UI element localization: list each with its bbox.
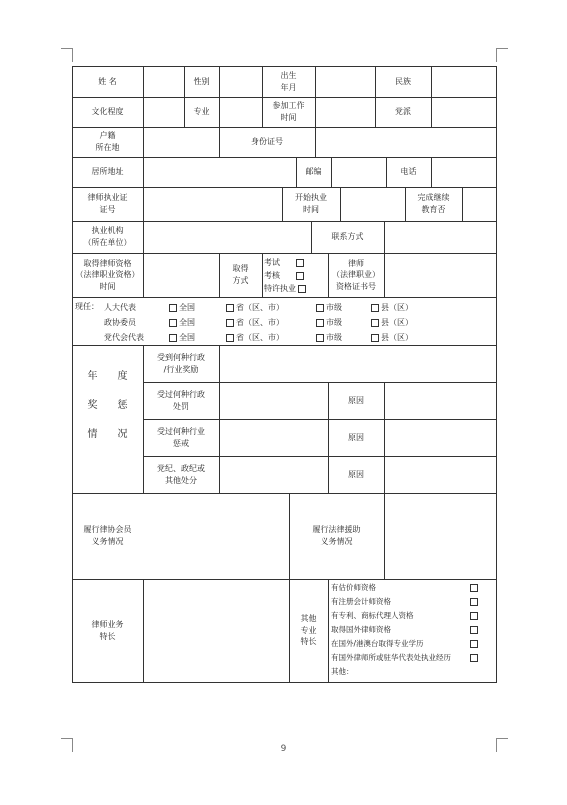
gender-field[interactable] <box>219 66 262 97</box>
postcode-label: 邮编 <box>305 167 322 177</box>
checkbox[interactable] <box>470 598 478 606</box>
annual-title <box>72 362 143 449</box>
page-number: 9 <box>280 744 287 754</box>
phone-label: 电话 <box>400 167 417 177</box>
postcode-field[interactable] <box>331 157 386 187</box>
name-label: 姓 名 <box>98 76 117 86</box>
org-field[interactable] <box>143 221 311 253</box>
license-label: 律师执业证 证号 <box>87 193 128 214</box>
major-label: 专业 <box>193 107 210 117</box>
discipline-reason-field[interactable] <box>384 456 496 493</box>
post-option[interactable] <box>371 317 413 328</box>
post-option-label: 县（区） <box>381 318 413 327</box>
annual-title-char: 况 <box>117 429 128 440</box>
post-name: 党代会代表 <box>104 333 144 342</box>
practice-start-label: 开始执业 时间 <box>295 193 327 214</box>
checkbox[interactable] <box>298 285 306 293</box>
penalty-reason-field[interactable] <box>384 382 496 419</box>
post-name: 人大代表 <box>104 303 136 312</box>
post-option[interactable] <box>316 317 342 328</box>
specialty-item-label: 有注册会计师资格 <box>331 597 391 606</box>
checkbox[interactable] <box>470 626 478 634</box>
phone-field[interactable] <box>431 157 496 187</box>
license-field[interactable] <box>143 187 282 221</box>
posts-label: 现任： <box>75 302 99 311</box>
post-option-label: 省（区、市） <box>236 318 284 327</box>
training-field[interactable] <box>462 187 496 221</box>
checkbox[interactable] <box>316 304 324 312</box>
hukou-label: 户籍 所在地 <box>95 131 120 152</box>
checkbox[interactable] <box>316 319 324 327</box>
birth-field[interactable] <box>315 66 375 97</box>
post-option[interactable] <box>316 302 342 313</box>
post-option-label: 省（区、市） <box>236 333 284 342</box>
awards-field[interactable] <box>219 345 496 382</box>
post-option[interactable] <box>169 317 195 328</box>
post-option-label: 市级 <box>326 318 342 327</box>
checkbox[interactable] <box>470 640 478 648</box>
corner-mark-br <box>496 738 508 739</box>
checkbox[interactable] <box>169 319 177 327</box>
annual-title-char: 度 <box>117 371 128 382</box>
address-field[interactable] <box>143 157 296 187</box>
penalty-field[interactable] <box>219 382 328 419</box>
post-option[interactable] <box>316 332 342 343</box>
post-option-label: 全国 <box>179 303 195 312</box>
checkbox[interactable] <box>226 334 234 342</box>
penalty-reason-label: 原因 <box>348 395 364 405</box>
post-option[interactable] <box>169 302 195 313</box>
education-field[interactable] <box>143 97 184 127</box>
method-special-option[interactable]: 特许执业 <box>264 282 328 295</box>
sanction-reason-label: 原因 <box>348 432 364 442</box>
id-field[interactable] <box>315 127 496 157</box>
practice-start-field[interactable] <box>340 187 405 221</box>
post-option[interactable] <box>226 332 284 343</box>
corner-mark-tl <box>72 48 73 62</box>
contact-field[interactable] <box>384 221 496 253</box>
assoc-duty-label: 履行律协会员 义务情况 <box>83 525 132 546</box>
annual-title-line <box>72 362 143 391</box>
sanction-label: 受过何种行业 惩戒 <box>157 426 205 448</box>
qual-time-field[interactable] <box>143 253 219 297</box>
specialty-item[interactable] <box>331 651 481 665</box>
specialty-item[interactable] <box>331 581 481 595</box>
assoc-duty-field[interactable] <box>143 493 289 579</box>
birth-label: 出生 年月 <box>280 70 297 92</box>
specialty-item-label: 在国外/港澳台取得专业学历 <box>331 639 424 648</box>
other-specialty-label: 其他 专业 特长 <box>300 614 317 647</box>
annual-title-char: 情 <box>87 429 98 440</box>
aid-duty-field[interactable] <box>384 493 496 579</box>
post-option-label: 全国 <box>179 333 195 342</box>
annual-title-char: 奖 <box>87 400 98 411</box>
org-label: 执业机构 （所在单位） <box>83 226 132 247</box>
work-start-field[interactable] <box>315 97 375 127</box>
checkbox[interactable] <box>470 654 478 662</box>
cert-field[interactable] <box>384 253 496 297</box>
sanction-reason-field[interactable] <box>384 419 496 456</box>
method-label: 取得 方式 <box>232 264 249 285</box>
party-label: 党派 <box>395 107 411 117</box>
post-option[interactable] <box>226 302 284 313</box>
annual-title-line <box>72 391 143 420</box>
method-options <box>264 256 328 295</box>
annual-title-char: 年 <box>87 371 98 382</box>
cert-label: 律师 （法律职业） 资格证书号 <box>332 258 380 291</box>
specialty-item <box>331 665 481 679</box>
checkbox[interactable] <box>371 319 379 327</box>
post-option-label: 县（区） <box>381 303 413 312</box>
work-start-label: 参加工作 时间 <box>272 101 305 122</box>
post-name: 政协委员 <box>104 318 136 327</box>
discipline-label: 党纪、政纪或 其他处分 <box>157 463 205 485</box>
major-field[interactable] <box>219 97 262 127</box>
post-option-label: 省（区、市） <box>236 303 284 312</box>
hukou-field[interactable] <box>143 127 219 157</box>
specialty-item[interactable] <box>331 609 481 623</box>
specialty-item-label: 有国外律师所或驻华代表处执业经历 <box>331 653 451 662</box>
corner-mark-tr <box>496 48 497 62</box>
discipline-field[interactable] <box>219 456 328 493</box>
education-label: 文化程度 <box>91 107 124 117</box>
specialty-label: 律师业务 特长 <box>91 619 124 641</box>
gender-label: 性别 <box>193 76 210 86</box>
post-option[interactable] <box>169 332 195 343</box>
training-label: 完成继续 教育否 <box>417 193 450 214</box>
specialty-items <box>331 581 481 679</box>
name-field[interactable] <box>143 66 184 97</box>
checkbox[interactable] <box>296 259 304 267</box>
checkbox[interactable] <box>470 612 478 620</box>
specialty-field[interactable] <box>143 579 289 682</box>
post-option[interactable] <box>226 317 284 328</box>
annual-title-line <box>72 420 143 449</box>
sanction-field[interactable] <box>219 419 328 456</box>
specialty-item-label: 有估价师资格 <box>331 583 376 592</box>
post-option[interactable] <box>371 302 413 313</box>
method-exam-option[interactable]: 考试 <box>264 256 328 269</box>
specialty-item[interactable] <box>331 623 481 637</box>
checkbox[interactable] <box>296 272 304 280</box>
specialty-item[interactable] <box>331 595 481 609</box>
qual-time-label: 取得律师资格 （法律职业资格） 时间 <box>75 258 140 291</box>
aid-duty-label: 履行法律援助 义务情况 <box>312 525 361 546</box>
specialty-item[interactable] <box>331 637 481 651</box>
awards-label: 受到何种行政 /行业奖励 <box>157 352 205 374</box>
checkbox[interactable] <box>169 304 177 312</box>
checkbox[interactable] <box>169 334 177 342</box>
id-label: 身份证号 <box>251 137 283 147</box>
discipline-reason-label: 原因 <box>348 469 364 479</box>
method-assess-option[interactable]: 考核 <box>264 269 328 282</box>
checkbox[interactable] <box>371 304 379 312</box>
specialty-item-label: 取得国外律师资格 <box>331 625 391 634</box>
post-option-label: 县（区） <box>381 333 413 342</box>
ethnic-label: 民族 <box>395 76 411 86</box>
ethnic-field[interactable] <box>431 66 496 97</box>
specialty-item-label: 其他： <box>331 667 354 676</box>
penalty-label: 受过何种行政 处罚 <box>157 389 205 411</box>
checkbox[interactable] <box>226 319 234 327</box>
annual-title-char: 惩 <box>117 400 128 411</box>
contact-label: 联系方式 <box>331 232 364 242</box>
specialty-item-label: 有专利、商标代理人资格 <box>331 611 414 620</box>
party-field[interactable] <box>431 97 496 127</box>
post-option[interactable] <box>371 332 413 343</box>
corner-mark-tr <box>496 48 508 49</box>
checkbox[interactable] <box>226 304 234 312</box>
checkbox[interactable] <box>371 334 379 342</box>
checkbox[interactable] <box>470 584 478 592</box>
post-option-label: 全国 <box>179 318 195 327</box>
checkbox[interactable] <box>316 334 324 342</box>
address-label: 居所地址 <box>91 167 124 177</box>
post-option-label: 市级 <box>326 303 342 312</box>
post-option-label: 市级 <box>326 333 342 342</box>
